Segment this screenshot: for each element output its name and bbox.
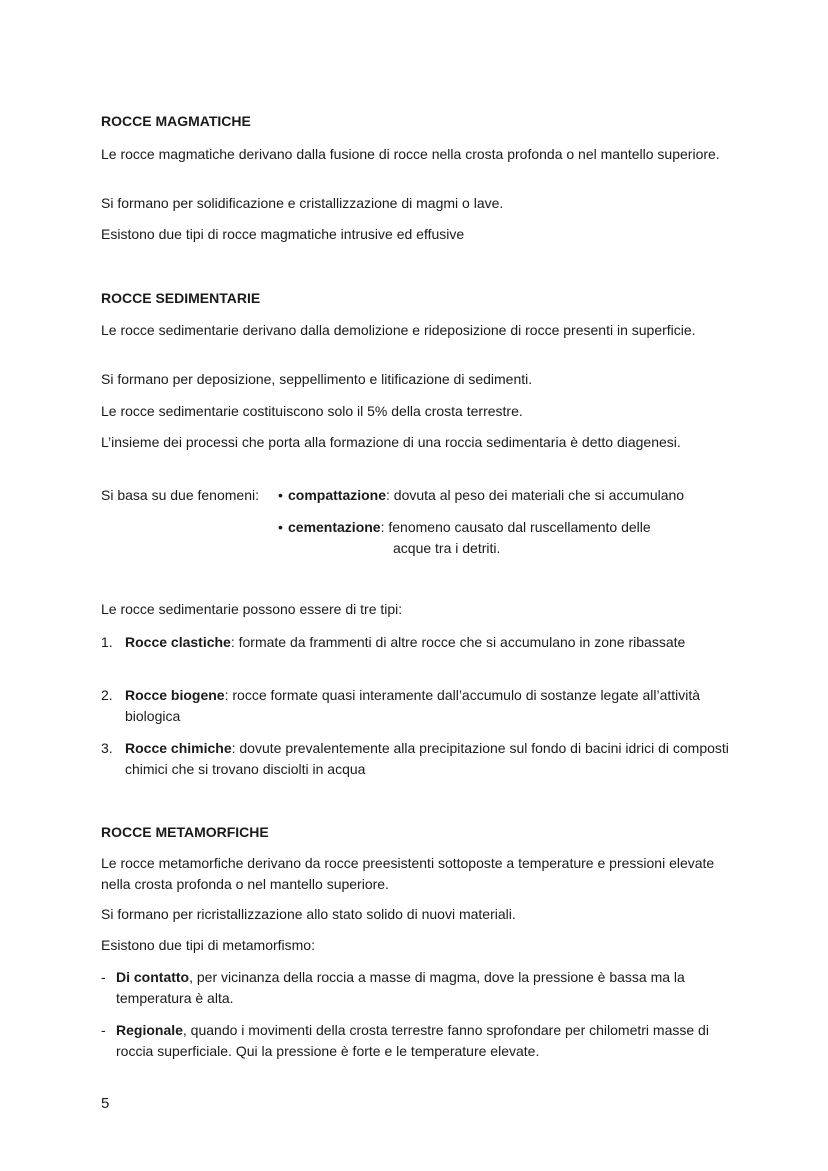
term-description: : dovuta al peso dei materiali che si accumulano	[386, 487, 685, 503]
list-item	[125, 632, 735, 653]
list-item	[116, 1020, 736, 1062]
fenomeno-item	[288, 485, 684, 506]
term-description-continued: acque tra i detriti.	[393, 540, 501, 556]
term: Rocce clastiche	[125, 634, 231, 650]
paragraph: L’insieme dei processi che porta alla formazione di una roccia sedimentaria è detto diagenesi.	[101, 434, 681, 450]
term: Di contatto	[116, 969, 190, 985]
term-description: : dovute prevalentemente alla precipitazione sul fondo di bacini idrici di composti chimici che si trovano disciolti in acqua	[125, 740, 729, 777]
list-item	[125, 738, 735, 780]
paragraph: Esistono due tipi di rocce magmatiche intrusive ed effusive	[101, 226, 465, 242]
fenomeni-intro: Si basa su due fenomeni:	[101, 487, 259, 503]
list-number: 2.	[101, 687, 113, 703]
term: cementazione	[288, 519, 381, 535]
list-number: 3.	[101, 740, 113, 756]
page-number: 5	[101, 1095, 110, 1112]
list-dash: -	[101, 1022, 106, 1038]
term: Rocce chimiche	[125, 740, 232, 756]
section-title-magmatiche: ROCCE MAGMATICHE	[101, 113, 251, 129]
term: Regionale	[116, 1022, 183, 1038]
paragraph: Si formano per solidificazione e cristallizzazione di magmi o lave.	[101, 195, 504, 211]
paragraph: Le rocce sedimentarie derivano dalla demolizione e rideposizione di rocce presenti in superficie.	[101, 322, 696, 338]
term: Rocce biogene	[125, 687, 225, 703]
term-description: : formate da frammenti di altre rocce che si accumulano in zone ribassate	[230, 634, 686, 650]
term-description: : rocce formate quasi interamente dall’accumulo di sostanze legate all’attività biologica	[125, 687, 701, 724]
bullet: •	[278, 519, 283, 535]
term: compattazione	[288, 487, 387, 503]
paragraph: Le rocce sedimentarie costituiscono solo il 5% della crosta terrestre.	[101, 403, 523, 419]
paragraph: Si formano per ricristallizzazione allo stato solido di nuovi materiali.	[101, 906, 516, 922]
term-description: : fenomeno causato dal ruscellamento delle	[380, 519, 651, 535]
bullet: •	[278, 487, 283, 503]
term-description: , per vicinanza della roccia a masse di magma, dove la pressione è bassa ma la temperatura è alta.	[116, 969, 685, 1006]
list-item	[116, 967, 736, 1009]
list-number: 1.	[101, 634, 113, 650]
paragraph: Le rocce magmatiche derivano dalla fusione di rocce nella crosta profonda o nel mantello superiore.	[101, 146, 720, 162]
paragraph: Si formano per deposizione, seppellimento e litificazione di sedimenti.	[101, 371, 533, 387]
section-title-metamorfiche: ROCCE METAMORFICHE	[101, 824, 269, 840]
paragraph: Esistono due tipi di metamorfismo:	[101, 937, 315, 953]
list-dash: -	[101, 969, 106, 985]
term-description: , quando i movimenti della crosta terrestre fanno sprofondare per chilometri masse di roccia superficiale. Qui la pressione è forte e le temperature elevate.	[116, 1022, 709, 1059]
paragraph: Le rocce sedimentarie possono essere di tre tipi:	[101, 601, 403, 617]
fenomeno-item	[288, 517, 651, 538]
list-item	[125, 685, 735, 727]
paragraph: Le rocce metamorfiche derivano da rocce preesistenti sottoposte a temperature e pressioni elevate nella crosta profonda o nel mantello superiore.	[101, 855, 715, 892]
section-title-sedimentarie: ROCCE SEDIMENTARIE	[101, 290, 261, 306]
